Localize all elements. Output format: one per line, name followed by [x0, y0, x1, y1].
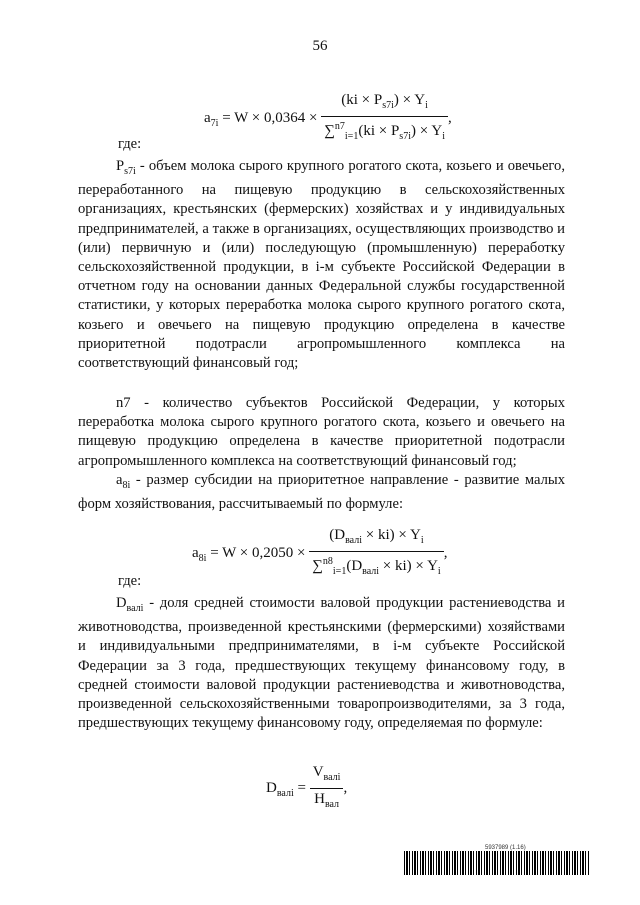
formula-a8i: $a_{8i} = W \times 0,2050$ × $\frac{(D_{валi} \times ki) \times Y_i}{\sum^{n8}_{i=1}(D_{валi} \times ki) \times Y_i}$ ,	[192, 527, 448, 577]
barcode-icon	[404, 851, 590, 875]
where-label: где:	[118, 573, 142, 589]
page-number: 56	[312, 38, 328, 54]
where-label: где:	[118, 136, 142, 152]
definition-a8i: $a_{8i}$ - размер субсидии на приоритетное направление - развитие малых форм хозяйствования, рассчитываемый по формуле:	[78, 472, 565, 513]
definition-ps7i: $P_{s7i}$ - объем молока сырого крупного рогатого скота, козьего и овечьего, переработанного на пищевую продукцию в сельскохозяйственных организациях, крестьянских (фермерских) хозяйствах и у индивидуальных предпринимателей, а также в организациях, осуществляющих производство и (или) первичную и (или) последующую (промышленную) переработку сельскохозяйственной продукции, в i-м субъекте Российской Федерации в отчетном году на основании данных Федеральной службы государственной статистики, у которых переработка молока сырого крупного рогатого скота, козьего и овечьего на пищевую продукцию определена в качестве приоритетной подотрасли агропромышленного комплекса на соответствующий финансовый год;	[78, 158, 565, 371]
formula-a7i: $a_{7i} = W \times 0,0364$ × $\frac{(ki \times P_{s7i}) \times Y_i}{\sum^{n7}_{i=1}(ki \times P_{s7i}) \times Y_i}$ ,	[204, 92, 452, 142]
definition-dval: $D_{валi}$ - доля средней стоимости валовой продукции растениеводства и животноводства, произведенной крестьянскими (фермерскими) хозяйствами и индивидуальными предпринимателями, в i-м субъекте Российской Федерации за 3 года, предшествующих текущему финансовому году, в средней стоимости валовой продукции растениеводства и животноводства, произведенной сельскохозяйственными товаропроизводителями, за 3 года, предшествующих текущему финансовому году, определяемая по формуле:	[78, 595, 565, 732]
definition-n7: n7 - количество субъектов Российской Федерации, у которых переработка молока сырого крупного рогатого скота, козьего и овечьего на пищевую продукцию определена в качестве приоритетной подотрасли агропромышленного комплекса на соответствующий финансовый год;	[78, 395, 565, 469]
formula-dval: $D_{валi}$ = $\frac{V_{валi}}{H_{вал}}$ ,	[266, 764, 348, 810]
barcode-id: 5937989 (1.16)	[485, 845, 526, 851]
